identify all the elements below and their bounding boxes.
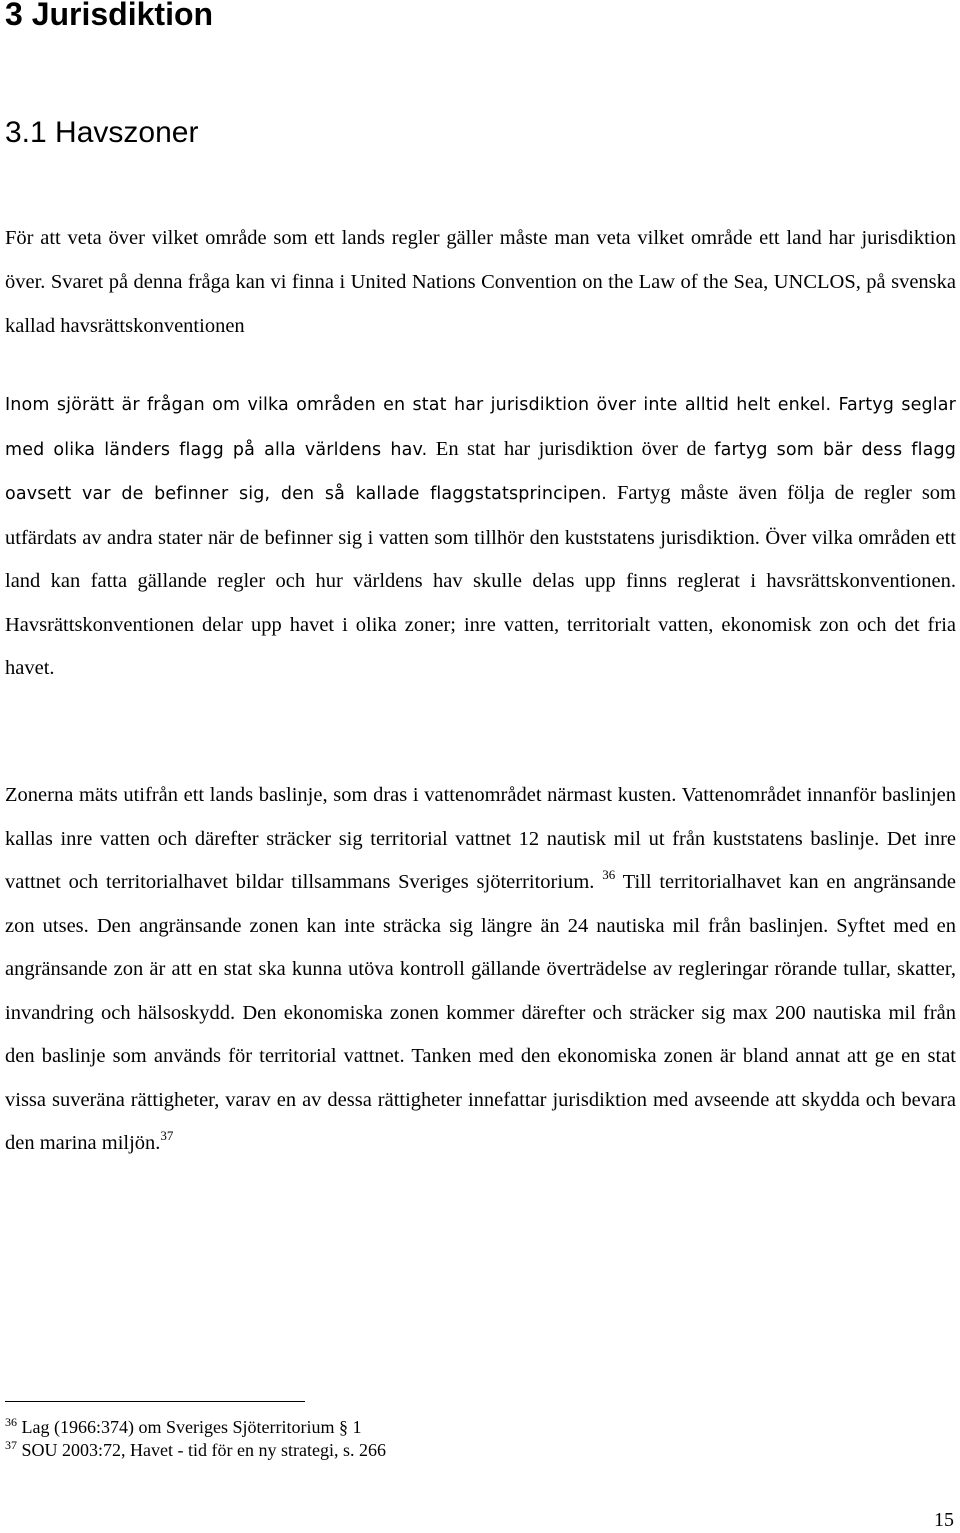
footnote-number: 36 bbox=[5, 1415, 17, 1429]
paragraph-text-segment: Fartyg måste även följa de regler som utfärdats av andra stater när de befinner sig i vatten som tillhör den kuststatens jurisdiktion. Över vilka områden ett land kan fatta gällande regler och hur världens hav skulle delas upp finns reglerat i havsrättskonventionen. Havsrättskonventionen delar upp havet i olika zoner; inre vatten, territorialt vatten, ekonomisk zon och det fria havet. bbox=[5, 482, 956, 679]
footnote-text: Lag (1966:374) om Sveriges Sjöterritorium § 1 bbox=[21, 1417, 362, 1437]
paragraph-flag-state bbox=[5, 383, 956, 691]
page-number: 15 bbox=[934, 1509, 954, 1531]
footnote-text: SOU 2003:72, Havet - tid för en ny strategi, s. 266 bbox=[21, 1440, 386, 1460]
chapter-heading: 3 Jurisdiktion bbox=[5, 0, 214, 32]
footnote-number: 37 bbox=[5, 1438, 17, 1452]
footnote-reference[interactable]: 36 bbox=[602, 867, 616, 882]
section-heading: 3.1 Havszoner bbox=[5, 116, 199, 149]
footnote-divider bbox=[5, 1401, 305, 1402]
footnote bbox=[5, 1416, 361, 1438]
paragraph-jurisdiction-intro: För att veta över vilket område som ett lands regler gäller måste man veta vilket område ett land har jurisdiktion över. Svaret på denna fråga kan vi finna i United Nations Convention on the Law of the Sea, UNCLOS, på svenska kallad havsrättskonventionen bbox=[5, 227, 956, 337]
paragraph-sea-zones bbox=[5, 774, 956, 1166]
paragraph-text-segment: Zonerna mäts utifrån ett lands baslinje, som dras i vattenområdet närmast kusten. Vattenområdet innanför baslinjen kallas inre vatten och därefter sträcker sig territorial vattnet 12 nautisk mil ut från kuststatens baslinje. Det inre vattnet och territorialhavet bildar tillsammans Sveriges sjöterritorium. bbox=[5, 784, 956, 893]
paragraph-text-segment: En stat har jurisdiktion över de bbox=[427, 437, 715, 460]
paragraph-text-segment: Inom sjörätt är frågan om vilka områden en stat har jurisdiktion över inte alltid helt enkel. Fartyg seglar med olika länders flagg på alla världens hav. bbox=[5, 395, 956, 460]
footnote bbox=[5, 1439, 386, 1461]
paragraph-text-segment: Till territorialhavet kan en angränsande zon utses. Den angränsande zonen kan inte sträcka sig längre än 24 nautiska mil från baslinjen. Syftet med en angränsande zon är att en stat ska kunna utöva kontroll gällande överträdelse av regleringar rörande tullar, skatter, invandring och hälsoskydd. Den ekonomiska zonen kommer därefter och sträcker sig max 200 nautiska mil från den baslinje som används för territorial vattnet. Tanken med den ekonomiska zonen är bland annat att ge en stat vissa suveräna rättigheter, varav en av dessa rättigheter innefattar jurisdiktion med avseende att skydda och bevara den marina miljön. bbox=[5, 871, 956, 1154]
footnote-reference[interactable]: 37 bbox=[160, 1128, 174, 1143]
paragraph-text-segment: fartyg som bär dess flagg oavsett var de befinner sig, den så kallade flaggstatsprincipen. bbox=[5, 439, 956, 504]
